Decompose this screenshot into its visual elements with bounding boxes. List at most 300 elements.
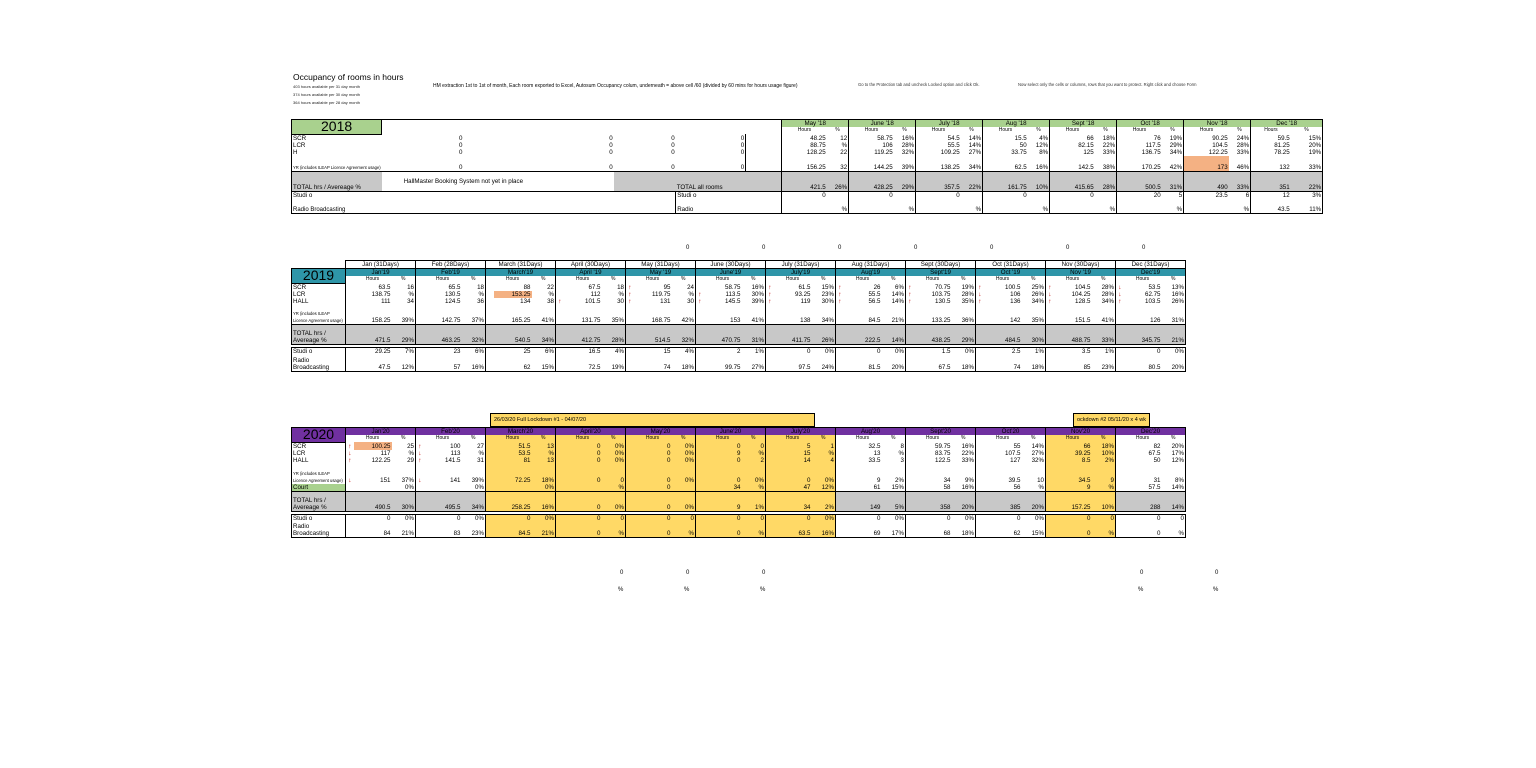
- trend-arrow[interactable]: [1116, 484, 1124, 492]
- trend-arrow[interactable]: ↑: [836, 283, 844, 291]
- pct-header[interactable]: %: [392, 435, 416, 442]
- hours-header[interactable]: Hours: [849, 127, 894, 134]
- pct-cell[interactable]: 37%: [462, 305, 486, 325]
- hours-header[interactable]: Hours: [995, 276, 1010, 282]
- pct-cell[interactable]: 13: [532, 442, 556, 450]
- month-header[interactable]: Oct'20: [976, 428, 1046, 436]
- radio-hours[interactable]: 0: [1054, 522, 1092, 538]
- trend-arrow[interactable]: ↑: [696, 291, 704, 298]
- trend-arrow[interactable]: [696, 348, 704, 356]
- trend-arrow[interactable]: [1046, 450, 1054, 457]
- studio-pct[interactable]: 6%: [462, 348, 486, 356]
- hours-cell[interactable]: 84.5: [868, 317, 881, 324]
- hours-cell[interactable]: 9: [1054, 484, 1092, 492]
- hours-cell[interactable]: 106: [849, 142, 894, 149]
- studio-hours[interactable]: 0: [424, 514, 462, 522]
- radio-hours[interactable]: 62: [984, 522, 1022, 538]
- hours-cell[interactable]: 170.25: [1117, 156, 1162, 172]
- hours-cell[interactable]: 122.5: [935, 456, 951, 464]
- hours-cell[interactable]: 0: [634, 442, 672, 450]
- studio-hours[interactable]: 0: [914, 514, 952, 522]
- blank[interactable]: [382, 120, 782, 135]
- total-pct[interactable]: 28%: [1095, 172, 1117, 192]
- trend-arrow[interactable]: [976, 348, 984, 356]
- trend-arrow[interactable]: [346, 355, 354, 371]
- pct-cell[interactable]: 1: [812, 442, 836, 450]
- pct-cell[interactable]: 6%: [882, 283, 906, 291]
- trend-arrow[interactable]: ↑: [906, 298, 914, 305]
- pct-cell[interactable]: %: [672, 291, 696, 298]
- hours-header[interactable]: Hours: [435, 435, 450, 441]
- trend-arrow[interactable]: [836, 464, 844, 484]
- trend-arrow[interactable]: [976, 514, 984, 522]
- trend-arrow[interactable]: [1116, 355, 1124, 371]
- studio-hours[interactable]: 0: [634, 514, 672, 522]
- hours-cell[interactable]: 55.5: [916, 142, 961, 149]
- total-pct[interactable]: 16%: [532, 491, 556, 511]
- radio-hours[interactable]: 47.5: [354, 355, 392, 371]
- hours-cell[interactable]: [354, 484, 392, 492]
- pct-cell[interactable]: 41%: [1092, 305, 1116, 325]
- studio-hours[interactable]: 2: [704, 348, 742, 356]
- pct-cell[interactable]: 8: [882, 442, 906, 450]
- trend-arrow[interactable]: ↑: [766, 291, 774, 298]
- days-header[interactable]: Oct (31Days): [976, 261, 1046, 269]
- hours-cell[interactable]: 0: [564, 450, 602, 457]
- pct-cell[interactable]: 28%: [1229, 142, 1251, 149]
- row-label[interactable]: Studi o: [292, 348, 346, 356]
- studio-pct[interactable]: 6: [1229, 192, 1251, 200]
- total-hours[interactable]: 484.5: [984, 325, 1022, 345]
- pct-header[interactable]: %: [882, 435, 906, 442]
- pct-cell[interactable]: 16%: [894, 134, 916, 142]
- studio-pct[interactable]: 0: [1092, 514, 1116, 522]
- trend-arrow[interactable]: [976, 464, 984, 484]
- pct-cell[interactable]: 34%: [1022, 298, 1046, 305]
- radio-pct[interactable]: 18%: [1022, 355, 1046, 371]
- total-pct[interactable]: 21%: [1162, 325, 1186, 345]
- trend-arrow[interactable]: ↑: [906, 283, 914, 291]
- blank[interactable]: [614, 172, 676, 192]
- month-header[interactable]: July '18: [916, 120, 983, 128]
- trend-arrow[interactable]: [976, 457, 984, 464]
- total-hours[interactable]: 9: [704, 491, 742, 511]
- pct-cell[interactable]: 42%: [672, 305, 696, 325]
- pct-header[interactable]: %: [1162, 276, 1186, 283]
- hours-cell[interactable]: 131.75: [581, 317, 601, 324]
- trend-arrow[interactable]: [836, 522, 844, 538]
- pct-header[interactable]: %: [1291, 127, 1323, 134]
- row-label[interactable]: LCR: [292, 291, 346, 298]
- pct-cell[interactable]: 18: [462, 283, 486, 291]
- trend-arrow[interactable]: [486, 464, 494, 484]
- total-hours[interactable]: 471.5: [354, 325, 392, 345]
- trend-arrow[interactable]: [486, 305, 494, 325]
- total-pct[interactable]: 1%: [742, 491, 766, 511]
- trend-arrow[interactable]: [836, 514, 844, 522]
- pct-cell[interactable]: 14%: [961, 134, 983, 142]
- value-cell[interactable]: 0: [609, 134, 613, 142]
- radio-hours[interactable]: [849, 199, 894, 213]
- total-pct[interactable]: 0%: [672, 491, 696, 511]
- trend-arrow[interactable]: ↑: [346, 457, 354, 464]
- studio-hours[interactable]: 0: [844, 348, 882, 356]
- radio-pct[interactable]: %: [672, 522, 696, 538]
- hours-cell[interactable]: 61.5: [798, 283, 811, 291]
- trend-arrow[interactable]: ↑: [1046, 298, 1054, 305]
- pct-header[interactable]: %: [742, 276, 766, 283]
- arrow-spacer[interactable]: [1046, 276, 1054, 283]
- pct-header[interactable]: %: [462, 276, 486, 283]
- trend-arrow[interactable]: [906, 348, 914, 356]
- pct-cell[interactable]: 16%: [952, 442, 976, 450]
- trend-arrow[interactable]: [696, 491, 704, 511]
- studio-pct[interactable]: [961, 192, 983, 200]
- radio-hours[interactable]: 43.5: [1251, 199, 1291, 213]
- trend-arrow[interactable]: [486, 283, 494, 291]
- row-label[interactable]: YR (includes ILEAP Licence Agreement usage): [292, 156, 382, 172]
- trend-arrow[interactable]: [416, 305, 424, 325]
- radio-pct[interactable]: 20%: [882, 355, 906, 371]
- hours-cell[interactable]: 0: [704, 457, 742, 464]
- studio-pct[interactable]: 4%: [672, 348, 696, 356]
- month-header[interactable]: April '19: [556, 269, 626, 277]
- hours-cell[interactable]: 132: [1251, 156, 1291, 172]
- trend-arrow[interactable]: [976, 491, 984, 511]
- arrow-spacer[interactable]: [696, 276, 704, 283]
- total-pct[interactable]: 22%: [961, 172, 983, 192]
- pct-cell[interactable]: 0%: [392, 484, 416, 492]
- trend-arrow[interactable]: ↑: [346, 442, 354, 450]
- arrow-spacer[interactable]: [976, 435, 984, 442]
- trend-arrow[interactable]: [696, 355, 704, 371]
- hours-cell[interactable]: 15.5: [983, 134, 1028, 142]
- hours-header[interactable]: Hours: [575, 276, 590, 282]
- value-cell[interactable]: 0: [458, 141, 463, 149]
- total-pct[interactable]: 28%: [602, 325, 626, 345]
- hours-cell[interactable]: [494, 484, 532, 492]
- hours-cell[interactable]: 100.5: [1005, 283, 1021, 291]
- pct-header[interactable]: %: [1162, 127, 1184, 134]
- studio-pct[interactable]: 1%: [742, 348, 766, 356]
- trend-arrow[interactable]: [416, 348, 424, 356]
- hours-cell[interactable]: 48.25: [782, 134, 827, 142]
- arrow-spacer[interactable]: [836, 276, 844, 283]
- hours-cell[interactable]: 124.5: [445, 297, 461, 305]
- pct-cell[interactable]: 27%: [961, 149, 983, 156]
- trend-arrow[interactable]: [556, 484, 564, 492]
- radio-pct[interactable]: 23%: [1092, 355, 1116, 371]
- hours-cell[interactable]: 81.25: [1251, 142, 1291, 149]
- trend-arrow[interactable]: [1116, 348, 1124, 356]
- radio-hours[interactable]: 84: [354, 522, 392, 538]
- hours-header[interactable]: Hours: [715, 276, 730, 282]
- pct-cell[interactable]: 23%: [812, 291, 836, 298]
- hours-cell[interactable]: 56.5: [868, 297, 881, 305]
- trend-arrow[interactable]: [346, 325, 354, 345]
- pct-cell[interactable]: 31: [462, 457, 486, 464]
- trend-arrow[interactable]: [1046, 464, 1054, 484]
- trend-arrow[interactable]: [626, 355, 634, 371]
- total-label[interactable]: TOTAL hrs / Avereage %: [292, 491, 346, 511]
- trend-arrow[interactable]: [1116, 464, 1124, 484]
- month-header[interactable]: Oct '18: [1117, 120, 1184, 128]
- total-pct[interactable]: 2%: [812, 491, 836, 511]
- total-hours[interactable]: 0: [634, 491, 672, 511]
- pct-header[interactable]: %: [742, 435, 766, 442]
- hours-cell[interactable]: 100.25: [354, 442, 392, 450]
- studio-hours[interactable]: 3.5: [1054, 348, 1092, 356]
- arrow-spacer[interactable]: [416, 276, 424, 283]
- trend-arrow[interactable]: [766, 522, 774, 538]
- trend-arrow[interactable]: ↑: [766, 283, 774, 291]
- hours-cell[interactable]: 136.75: [1117, 149, 1162, 156]
- trend-arrow[interactable]: ↓: [976, 291, 984, 298]
- trend-arrow[interactable]: ↑: [976, 298, 984, 305]
- pct-cell[interactable]: 0%: [602, 450, 626, 457]
- trend-arrow[interactable]: [766, 355, 774, 371]
- hours-cell[interactable]: 151.5: [1075, 317, 1091, 324]
- month-header[interactable]: March'20: [486, 428, 556, 436]
- studio-pct[interactable]: 0: [1162, 514, 1186, 522]
- pct-header[interactable]: %: [672, 276, 696, 283]
- pct-cell[interactable]: 28%: [952, 291, 976, 298]
- month-header[interactable]: Feb'19: [416, 269, 486, 277]
- trend-arrow[interactable]: [836, 457, 844, 464]
- total-pct[interactable]: 14%: [1162, 491, 1186, 511]
- hours-cell[interactable]: 58.75: [725, 283, 741, 291]
- days-header[interactable]: July (31Days): [766, 261, 836, 269]
- hours-cell[interactable]: 90.25: [1184, 134, 1229, 142]
- radio-pct[interactable]: 15%: [1022, 522, 1046, 538]
- month-header[interactable]: Dec '18: [1251, 120, 1323, 128]
- days-header[interactable]: Aug (31Days): [836, 261, 906, 269]
- pct-cell[interactable]: 0%: [462, 484, 486, 492]
- hours-cell[interactable]: 0: [634, 450, 672, 457]
- pct-cell[interactable]: %: [602, 484, 626, 492]
- radio-pct[interactable]: 23%: [462, 522, 486, 538]
- hours-cell[interactable]: 88: [523, 283, 531, 291]
- pct-cell[interactable]: 37%: [392, 464, 416, 484]
- trend-arrow[interactable]: ↓: [416, 450, 424, 457]
- pct-cell[interactable]: 21%: [882, 305, 906, 325]
- trend-arrow[interactable]: [626, 464, 634, 484]
- arrow-spacer[interactable]: [416, 435, 424, 442]
- pct-cell[interactable]: 28%: [1092, 283, 1116, 291]
- hours-cell[interactable]: 0: [704, 442, 742, 450]
- pct-cell[interactable]: 20%: [1162, 442, 1186, 450]
- pct-cell[interactable]: 2%: [1092, 457, 1116, 464]
- trend-arrow[interactable]: [626, 514, 634, 522]
- arrow-spacer[interactable]: [1116, 435, 1124, 442]
- pct-header[interactable]: %: [894, 127, 916, 134]
- hours-cell[interactable]: 0: [634, 464, 672, 484]
- pct-cell[interactable]: %: [827, 142, 849, 149]
- row-label[interactable]: HALL: [292, 298, 346, 305]
- pct-cell[interactable]: 30%: [742, 291, 766, 298]
- trend-arrow[interactable]: [556, 491, 564, 511]
- pct-cell[interactable]: 32%: [894, 149, 916, 156]
- trend-arrow[interactable]: ↓: [1116, 283, 1124, 291]
- trend-arrow[interactable]: [486, 355, 494, 371]
- studio-pct[interactable]: 0%: [952, 514, 976, 522]
- trend-arrow[interactable]: [416, 355, 424, 371]
- row-label[interactable]: HALL: [292, 457, 346, 464]
- radio-pct[interactable]: 21%: [392, 522, 416, 538]
- radio-hours[interactable]: [1117, 199, 1162, 213]
- month-header[interactable]: May '18: [782, 120, 849, 128]
- pct-cell[interactable]: 28%: [1092, 291, 1116, 298]
- trend-arrow[interactable]: [486, 348, 494, 356]
- trend-arrow[interactable]: [416, 283, 424, 291]
- total-hours[interactable]: 490: [1184, 172, 1229, 192]
- hours-cell[interactable]: 0: [564, 457, 602, 464]
- hours-cell[interactable]: 138.25: [916, 156, 961, 172]
- total-pct[interactable]: 29%: [392, 325, 416, 345]
- trend-arrow[interactable]: [416, 291, 424, 298]
- radio-hours[interactable]: [916, 199, 961, 213]
- pct-cell[interactable]: 20%: [1291, 142, 1323, 149]
- trend-arrow[interactable]: [346, 283, 354, 291]
- pct-header[interactable]: %: [1092, 276, 1116, 283]
- arrow-spacer[interactable]: [346, 276, 354, 283]
- hours-cell[interactable]: 122.25: [1184, 149, 1229, 156]
- pct-cell[interactable]: 33%: [952, 457, 976, 464]
- pct-cell[interactable]: 39%: [894, 156, 916, 172]
- month-header[interactable]: Oct '19: [976, 269, 1046, 277]
- hours-cell[interactable]: 113: [450, 449, 461, 457]
- month-header[interactable]: June'20: [696, 428, 766, 436]
- pct-cell[interactable]: 30: [602, 298, 626, 305]
- trend-arrow[interactable]: [1046, 457, 1054, 464]
- days-header[interactable]: Nov (30Days): [1046, 261, 1116, 269]
- trend-arrow[interactable]: [696, 457, 704, 464]
- hours-cell[interactable]: 26: [873, 283, 881, 291]
- total-pct[interactable]: 30%: [392, 491, 416, 511]
- radio-pct[interactable]: 21%: [532, 522, 556, 538]
- trend-arrow[interactable]: [696, 484, 704, 492]
- studio-hours[interactable]: 0: [1124, 514, 1162, 522]
- pct-cell[interactable]: 34%: [1162, 149, 1184, 156]
- value-cell[interactable]: 0: [458, 148, 463, 156]
- month-header[interactable]: Jan'20: [346, 428, 416, 436]
- pct-cell[interactable]: 25%: [1022, 283, 1046, 291]
- hours-cell[interactable]: 66: [1050, 134, 1095, 142]
- hours-cell[interactable]: 126: [1150, 317, 1161, 324]
- trend-arrow[interactable]: [976, 442, 984, 450]
- studio-hours[interactable]: 20: [1117, 192, 1162, 200]
- studio-pct[interactable]: 4%: [602, 348, 626, 356]
- pct-cell[interactable]: %: [602, 291, 626, 298]
- hours-cell[interactable]: 70.75: [935, 283, 951, 291]
- trend-arrow[interactable]: [906, 355, 914, 371]
- trend-arrow[interactable]: [696, 450, 704, 457]
- hours-cell[interactable]: 55: [1013, 442, 1021, 450]
- month-header[interactable]: Nov '19: [1046, 269, 1116, 277]
- trend-arrow[interactable]: [696, 442, 704, 450]
- total-note[interactable]: HallMaster Booking System not yet in place: [382, 172, 614, 192]
- radio-hours[interactable]: 62: [494, 355, 532, 371]
- hours-cell[interactable]: 168.75: [651, 317, 671, 324]
- hours-cell[interactable]: 13: [873, 449, 881, 457]
- trend-arrow[interactable]: ↑: [626, 283, 634, 291]
- hours-cell[interactable]: 111: [381, 297, 391, 305]
- trend-arrow[interactable]: [976, 522, 984, 538]
- pct-cell[interactable]: 14%: [1022, 442, 1046, 450]
- hours-cell[interactable]: 109.25: [916, 149, 961, 156]
- hours-cell[interactable]: 153.25: [494, 291, 532, 298]
- trend-arrow[interactable]: [346, 522, 354, 538]
- pct-header[interactable]: %: [827, 127, 849, 134]
- trend-arrow[interactable]: [906, 464, 914, 484]
- hours-cell[interactable]: 82: [1153, 442, 1161, 450]
- radio-hours[interactable]: 84.5: [494, 522, 532, 538]
- month-header[interactable]: June '18: [849, 120, 916, 128]
- blank[interactable]: [382, 199, 676, 213]
- trend-arrow[interactable]: ↑: [416, 457, 424, 464]
- studio-hours[interactable]: 0: [916, 192, 961, 200]
- hours-cell[interactable]: 133.25: [931, 317, 951, 324]
- hours-cell[interactable]: 5: [774, 442, 812, 450]
- arrow-spacer[interactable]: [346, 435, 354, 442]
- pct-cell[interactable]: 22: [532, 283, 556, 291]
- arrow-spacer[interactable]: [556, 435, 564, 442]
- trend-arrow[interactable]: [766, 325, 774, 345]
- value-cell[interactable]: 0: [671, 164, 675, 171]
- hours-cell[interactable]: 15: [774, 450, 812, 457]
- trend-arrow[interactable]: ↑: [1116, 298, 1124, 305]
- pct-cell[interactable]: 18%: [532, 464, 556, 484]
- hours-cell[interactable]: 82.15: [1050, 142, 1095, 149]
- hours-header[interactable]: Hours: [855, 276, 870, 282]
- blank[interactable]: [292, 261, 346, 269]
- hours-cell[interactable]: 127: [1010, 456, 1021, 464]
- row-label[interactable]: YR (includes ILEAP Licence Agreement usage): [292, 464, 346, 484]
- total-hours[interactable]: 421.5: [782, 172, 827, 192]
- hours-cell[interactable]: 130.5: [445, 290, 461, 298]
- hours-cell[interactable]: 81: [494, 457, 532, 464]
- row-label[interactable]: LCR: [292, 450, 346, 457]
- pct-header[interactable]: %: [462, 435, 486, 442]
- radio-pct[interactable]: 24%: [812, 355, 836, 371]
- hours-cell[interactable]: 130.5: [935, 297, 951, 305]
- total-pct[interactable]: 29%: [952, 325, 976, 345]
- radio-pct[interactable]: 15%: [532, 355, 556, 371]
- row-label[interactable]: SCR: [292, 442, 346, 450]
- month-header[interactable]: Aug '18: [983, 120, 1050, 128]
- pct-cell[interactable]: 26%: [1022, 291, 1046, 298]
- studio-hours[interactable]: 23: [424, 348, 462, 356]
- trend-arrow[interactable]: [626, 305, 634, 325]
- studio-pct[interactable]: 0%: [1022, 514, 1046, 522]
- days-header[interactable]: Sept (30Days): [906, 261, 976, 269]
- hours-cell[interactable]: 128.5: [1075, 297, 1091, 305]
- pct-cell[interactable]: 36: [462, 298, 486, 305]
- month-header[interactable]: Feb'20: [416, 428, 486, 436]
- trend-arrow[interactable]: [486, 522, 494, 538]
- pct-cell[interactable]: 8%: [1028, 149, 1050, 156]
- studio-pct[interactable]: [1028, 192, 1050, 200]
- pct-cell[interactable]: %: [532, 291, 556, 298]
- pct-cell[interactable]: 16%: [952, 484, 976, 492]
- radio-pct[interactable]: %: [602, 522, 626, 538]
- pct-cell[interactable]: 14%: [882, 298, 906, 305]
- studio-hours[interactable]: 0: [983, 192, 1028, 200]
- hours-cell[interactable]: 63.5: [378, 283, 391, 291]
- pct-cell[interactable]: 9: [1092, 464, 1116, 484]
- total-hours[interactable]: 415.65: [1050, 172, 1095, 192]
- hours-cell[interactable]: 113.5: [725, 290, 741, 298]
